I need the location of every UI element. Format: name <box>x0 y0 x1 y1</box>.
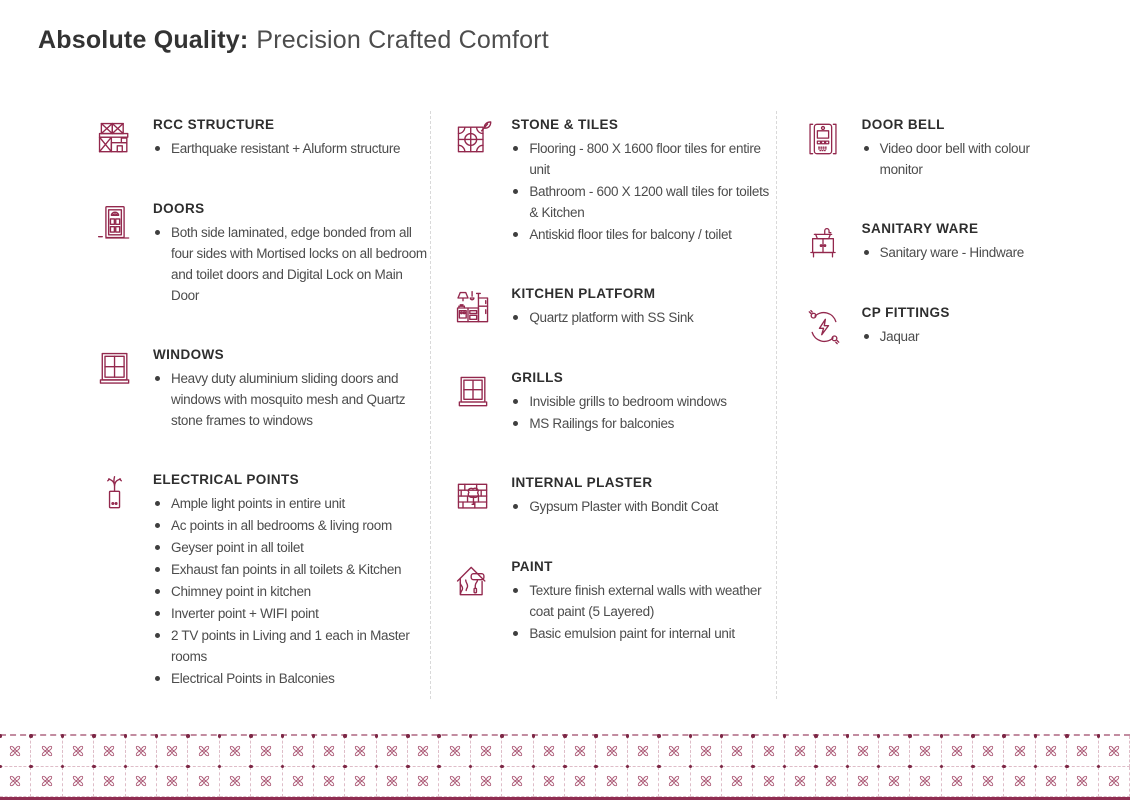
pattern-cell <box>126 767 157 798</box>
pattern-cell <box>659 767 690 798</box>
section-bullets <box>511 391 775 434</box>
pattern-cell <box>157 767 188 798</box>
pattern-cell <box>753 736 784 767</box>
section-heading: ELECTRICAL POINTS <box>153 472 300 487</box>
spec-section <box>453 473 775 519</box>
bullet-item <box>511 391 775 412</box>
quatrefoil-motif-icon <box>165 744 179 758</box>
bullet-dot-icon <box>513 631 518 636</box>
bullet-text: Texture finish external walls with weather coat paint (5 Layered) <box>529 583 762 619</box>
section-text <box>862 219 1067 265</box>
pattern-cell <box>126 736 157 767</box>
bullet-text: Ac points in all bedrooms & living room <box>171 518 392 533</box>
section-text <box>153 115 430 161</box>
door-icon <box>95 199 153 307</box>
pattern-cell <box>314 736 345 767</box>
quatrefoil-motif-icon <box>448 744 462 758</box>
sanitary-ware-icon <box>804 219 862 265</box>
pattern-cell <box>973 767 1004 798</box>
specs-columns <box>85 115 1130 728</box>
bullet-text: Jaquar <box>879 329 920 344</box>
pattern-cell <box>94 736 125 767</box>
pattern-cell <box>220 736 251 767</box>
quatrefoil-motif-icon <box>8 774 22 788</box>
spec-section <box>453 284 775 330</box>
pattern-cell <box>942 767 973 798</box>
pattern-cell <box>565 736 596 767</box>
bullet-item <box>153 515 430 536</box>
pattern-cell <box>251 736 282 767</box>
bullet-text: Gypsum Plaster with Bondit Coat <box>529 499 719 514</box>
quatrefoil-motif-icon <box>981 774 995 788</box>
pattern-cell <box>157 736 188 767</box>
pattern-cell <box>910 767 941 798</box>
pattern-cell <box>1036 767 1067 798</box>
quatrefoil-motif-icon <box>1013 774 1027 788</box>
quatrefoil-motif-icon <box>510 744 524 758</box>
quatrefoil-motif-icon <box>1107 744 1121 758</box>
bullet-item <box>862 242 1067 263</box>
quatrefoil-motif-icon <box>950 744 964 758</box>
pattern-cell <box>753 767 784 798</box>
pattern-cell <box>628 767 659 798</box>
quatrefoil-motif-icon <box>605 744 619 758</box>
bullet-dot-icon <box>513 146 518 151</box>
pattern-cell <box>534 736 565 767</box>
quatrefoil-motif-icon <box>573 744 587 758</box>
quatrefoil-motif-icon <box>730 774 744 788</box>
spec-section <box>453 368 775 435</box>
quatrefoil-motif-icon <box>887 744 901 758</box>
quatrefoil-motif-icon <box>605 774 619 788</box>
quatrefoil-motif-icon <box>730 744 744 758</box>
electrical-points-icon <box>95 470 153 690</box>
column-3 <box>777 115 1130 728</box>
pattern-cell <box>816 767 847 798</box>
quatrefoil-motif-icon <box>667 774 681 788</box>
bullet-dot-icon <box>513 504 518 509</box>
section-bullets <box>153 222 430 306</box>
pattern-cell <box>31 767 62 798</box>
quatrefoil-motif-icon <box>71 744 85 758</box>
section-text <box>511 473 775 519</box>
section-text <box>862 303 1067 349</box>
bullet-text: Ample light points in entire unit <box>171 496 345 511</box>
bullet-item <box>511 623 775 644</box>
quatrefoil-motif-icon <box>1075 774 1089 788</box>
section-heading: SANITARY WARE <box>861 221 979 236</box>
bullet-dot-icon <box>513 189 518 194</box>
pattern-cell <box>1067 767 1098 798</box>
quatrefoil-motif-icon <box>636 744 650 758</box>
pattern-cell <box>942 736 973 767</box>
quatrefoil-motif-icon <box>291 774 305 788</box>
quatrefoil-motif-icon <box>385 744 399 758</box>
bullet-text: Inverter point + WIFI point <box>171 606 319 621</box>
pattern-cell <box>1036 736 1067 767</box>
pattern-cell <box>659 736 690 767</box>
quatrefoil-motif-icon <box>699 774 713 788</box>
bullet-text: Earthquake resistant + Aluform structure <box>171 141 401 156</box>
quatrefoil-motif-icon <box>291 744 305 758</box>
pattern-cell <box>848 767 879 798</box>
section-text <box>511 557 775 645</box>
pattern-cell <box>722 736 753 767</box>
pattern-cell <box>377 767 408 798</box>
bullet-dot-icon <box>864 146 869 151</box>
quatrefoil-motif-icon <box>762 744 776 758</box>
quatrefoil-motif-icon <box>887 774 901 788</box>
section-text <box>862 115 1067 181</box>
pattern-cell <box>439 767 470 798</box>
spec-section <box>804 219 1130 265</box>
section-heading: STONE & TILES <box>511 117 619 132</box>
pattern-cell <box>816 736 847 767</box>
quatrefoil-motif-icon <box>856 744 870 758</box>
pattern-cell <box>314 767 345 798</box>
pattern-cell <box>596 736 627 767</box>
bullet-dot-icon <box>155 146 160 151</box>
quatrefoil-motif-icon <box>667 744 681 758</box>
quatrefoil-motif-icon <box>793 774 807 788</box>
pattern-cell <box>0 736 31 767</box>
quatrefoil-motif-icon <box>259 744 273 758</box>
bullet-dot-icon <box>155 501 160 506</box>
quatrefoil-motif-icon <box>918 774 932 788</box>
window-icon <box>95 345 153 432</box>
quatrefoil-motif-icon <box>197 744 211 758</box>
spec-section <box>95 115 430 161</box>
quatrefoil-motif-icon <box>793 744 807 758</box>
pattern-cell <box>377 736 408 767</box>
spec-section <box>453 557 775 645</box>
section-text <box>511 115 775 246</box>
quatrefoil-motif-icon <box>134 774 148 788</box>
bullet-text: Flooring - 800 X 1600 floor tiles for entire unit <box>529 141 761 177</box>
pattern-cell <box>1099 736 1130 767</box>
bullet-text: Sanitary ware - Hindware <box>879 245 1025 260</box>
quatrefoil-motif-icon <box>479 774 493 788</box>
section-heading: CP FITTINGS <box>861 305 950 320</box>
bullet-dot-icon <box>155 545 160 550</box>
quatrefoil-motif-icon <box>353 744 367 758</box>
quatrefoil-motif-icon <box>259 774 273 788</box>
quatrefoil-motif-icon <box>416 744 430 758</box>
bullet-text: Both side laminated, edge bonded from all four sides with Mortised locks on all bedroom and toilet doors and Digital Lock on Main Door <box>171 225 427 303</box>
quatrefoil-motif-icon <box>824 774 838 788</box>
pattern-cell <box>722 767 753 798</box>
pattern-cell <box>691 767 722 798</box>
bullet-text: Antiskid floor tiles for balcony / toilet <box>529 227 732 242</box>
pattern-cell <box>628 736 659 767</box>
section-heading: GRILLS <box>511 370 564 385</box>
bullet-item <box>153 668 430 689</box>
pattern-cell <box>31 736 62 767</box>
bullet-dot-icon <box>155 230 160 235</box>
pattern-cell <box>534 767 565 798</box>
bullet-item <box>153 222 430 306</box>
bullet-item <box>511 224 775 245</box>
quatrefoil-motif-icon <box>918 744 932 758</box>
section-text <box>153 345 430 432</box>
quatrefoil-motif-icon <box>542 744 556 758</box>
bullet-text: Basic emulsion paint for internal unit <box>529 626 735 641</box>
rcc-structure-icon <box>95 115 153 161</box>
quatrefoil-motif-icon <box>573 774 587 788</box>
pattern-cell <box>283 736 314 767</box>
quatrefoil-motif-icon <box>71 774 85 788</box>
internal-plaster-icon <box>453 473 511 519</box>
quatrefoil-motif-icon <box>322 744 336 758</box>
pattern-cell <box>596 767 627 798</box>
section-bullets <box>511 580 775 644</box>
pattern-cell <box>785 767 816 798</box>
bullet-item <box>153 625 430 667</box>
bullet-dot-icon <box>513 315 518 320</box>
pattern-cell <box>1067 736 1098 767</box>
quatrefoil-motif-icon <box>1013 744 1027 758</box>
bullet-item <box>862 326 1067 347</box>
section-bullets <box>153 138 430 159</box>
bullet-text: Geyser point in all toilet <box>171 540 304 555</box>
spec-section <box>804 115 1130 181</box>
bullet-item <box>511 580 775 622</box>
pattern-cell <box>471 736 502 767</box>
section-text <box>511 368 775 435</box>
section-bullets <box>511 496 775 517</box>
bullet-item <box>862 138 1067 180</box>
spec-section <box>804 303 1130 349</box>
pattern-cell <box>220 767 251 798</box>
bullet-dot-icon <box>864 334 869 339</box>
bullet-item <box>511 413 775 434</box>
bullet-dot-icon <box>155 611 160 616</box>
section-heading: WINDOWS <box>153 347 225 362</box>
section-bullets <box>153 493 430 689</box>
pattern-cell <box>63 736 94 767</box>
section-bullets <box>511 307 775 328</box>
bullet-text: 2 TV points in Living and 1 each in Master rooms <box>171 628 410 664</box>
section-heading: PAINT <box>511 559 553 574</box>
pattern-cell <box>879 736 910 767</box>
bullet-dot-icon <box>513 399 518 404</box>
bullet-text: MS Railings for balconies <box>529 416 675 431</box>
pattern-cell <box>408 736 439 767</box>
bullet-dot-icon <box>155 589 160 594</box>
section-heading: DOORS <box>153 201 205 216</box>
quatrefoil-motif-icon <box>40 744 54 758</box>
bullet-text: Heavy duty aluminium sliding doors and windows with mosquito mesh and Quartz stone frames to windows <box>171 371 406 428</box>
pattern-cell <box>973 736 1004 767</box>
section-heading: KITCHEN PLATFORM <box>511 286 656 301</box>
section-bullets <box>862 326 1067 347</box>
quatrefoil-motif-icon <box>322 774 336 788</box>
quatrefoil-motif-icon <box>353 774 367 788</box>
quatrefoil-motif-icon <box>40 774 54 788</box>
bullet-item <box>153 537 430 558</box>
section-bullets <box>153 368 430 431</box>
pattern-cell <box>502 767 533 798</box>
pattern-cell <box>188 767 219 798</box>
paint-icon <box>453 557 511 645</box>
quatrefoil-motif-icon <box>542 774 556 788</box>
bullet-dot-icon <box>155 523 160 528</box>
pattern-cell <box>848 736 879 767</box>
bullet-item <box>511 138 775 180</box>
page-title-bold: Absolute Quality: <box>38 26 249 54</box>
quatrefoil-motif-icon <box>510 774 524 788</box>
quatrefoil-motif-icon <box>8 744 22 758</box>
quatrefoil-motif-icon <box>1075 744 1089 758</box>
bullet-item <box>153 559 430 580</box>
stone-tiles-icon <box>453 115 511 246</box>
bullet-dot-icon <box>513 588 518 593</box>
page-title-subtitle: Precision Crafted Comfort <box>256 26 549 54</box>
quatrefoil-motif-icon <box>102 774 116 788</box>
pattern-cell <box>0 767 31 798</box>
pattern-cell <box>879 767 910 798</box>
pattern-cell <box>565 767 596 798</box>
kitchen-platform-icon <box>453 284 511 330</box>
spec-section <box>453 115 775 246</box>
bullet-item <box>153 581 430 602</box>
bullet-dot-icon <box>513 421 518 426</box>
bullet-text: Electrical Points in Balconies <box>171 671 335 686</box>
pattern-cell <box>1004 736 1035 767</box>
bullet-dot-icon <box>155 676 160 681</box>
section-heading: INTERNAL PLASTER <box>511 475 653 490</box>
bullet-text: Chimney point in kitchen <box>171 584 311 599</box>
bullet-text: Video door bell with colour monitor <box>879 141 1030 177</box>
grills-icon <box>453 368 511 435</box>
bullet-item <box>511 181 775 223</box>
pattern-cell <box>283 767 314 798</box>
section-bullets <box>862 242 1067 263</box>
quatrefoil-motif-icon <box>102 744 116 758</box>
pattern-cell <box>439 736 470 767</box>
page-title <box>38 26 549 55</box>
bullet-item <box>153 368 430 431</box>
bullet-dot-icon <box>155 633 160 638</box>
quatrefoil-motif-icon <box>981 744 995 758</box>
bullet-text: Bathroom - 600 X 1200 wall tiles for toilets & Kitchen <box>529 184 769 220</box>
bullet-text: Invisible grills to bedroom windows <box>529 394 727 409</box>
quatrefoil-motif-icon <box>197 774 211 788</box>
quatrefoil-motif-icon <box>762 774 776 788</box>
quatrefoil-motif-icon <box>699 744 713 758</box>
pattern-cell <box>345 736 376 767</box>
quatrefoil-motif-icon <box>228 774 242 788</box>
pattern-cell <box>251 767 282 798</box>
section-text <box>153 199 430 307</box>
quatrefoil-motif-icon <box>228 744 242 758</box>
pattern-cell <box>188 736 219 767</box>
section-text <box>153 470 430 690</box>
column-1 <box>85 115 430 728</box>
quatrefoil-motif-icon <box>856 774 870 788</box>
quatrefoil-motif-icon <box>1107 774 1121 788</box>
bullet-dot-icon <box>155 376 160 381</box>
pattern-cell <box>94 767 125 798</box>
bullet-dot-icon <box>864 250 869 255</box>
section-heading: RCC STRUCTURE <box>153 117 275 132</box>
quatrefoil-motif-icon <box>824 744 838 758</box>
spec-section <box>95 199 430 307</box>
bullet-text: Exhaust fan points in all toilets & Kitchen <box>171 562 402 577</box>
quatrefoil-motif-icon <box>448 774 462 788</box>
pattern-cell <box>408 767 439 798</box>
quatrefoil-motif-icon <box>636 774 650 788</box>
quatrefoil-motif-icon <box>1044 744 1058 758</box>
quatrefoil-motif-icon <box>385 774 399 788</box>
pattern-cell <box>691 736 722 767</box>
bullet-dot-icon <box>513 232 518 237</box>
pattern-cell <box>345 767 376 798</box>
door-bell-icon <box>804 115 862 181</box>
pattern-cell <box>1099 767 1130 798</box>
bullet-dot-icon <box>155 567 160 572</box>
pattern-cell <box>471 767 502 798</box>
pattern-cell <box>785 736 816 767</box>
bullet-item <box>153 603 430 624</box>
bullet-item <box>153 138 430 159</box>
pattern-cell <box>910 736 941 767</box>
pattern-cell <box>63 767 94 798</box>
ornamental-border-band <box>0 734 1130 800</box>
bullet-item <box>511 307 775 328</box>
bullet-text: Quartz platform with SS Sink <box>529 310 694 325</box>
section-heading: DOOR BELL <box>861 117 945 132</box>
quatrefoil-motif-icon <box>950 774 964 788</box>
quatrefoil-motif-icon <box>479 744 493 758</box>
quatrefoil-motif-icon <box>416 774 430 788</box>
pattern-grid <box>0 736 1130 797</box>
bullet-item <box>511 496 775 517</box>
quatrefoil-motif-icon <box>134 744 148 758</box>
spec-section <box>95 345 430 432</box>
section-text <box>511 284 775 330</box>
quatrefoil-motif-icon <box>165 774 179 788</box>
section-bullets <box>511 138 775 245</box>
bullet-item <box>153 493 430 514</box>
cp-fittings-icon <box>804 303 862 349</box>
quatrefoil-motif-icon <box>1044 774 1058 788</box>
spec-section <box>95 470 430 690</box>
pattern-cell <box>1004 767 1035 798</box>
pattern-cell <box>502 736 533 767</box>
section-bullets <box>862 138 1067 180</box>
column-2 <box>431 115 775 728</box>
